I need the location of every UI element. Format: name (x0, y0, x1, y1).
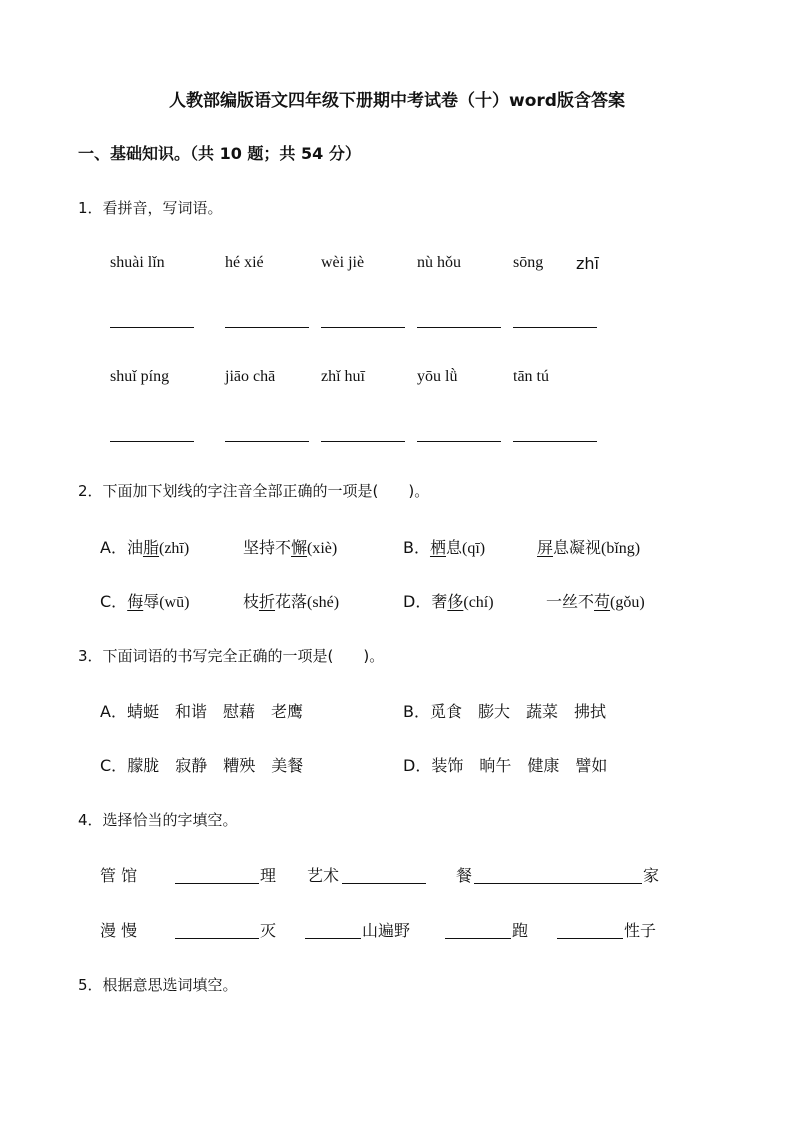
answer-line[interactable] (110, 441, 194, 442)
option-b[interactable] (403, 535, 485, 558)
fill-blank[interactable] (305, 937, 361, 939)
answer-line[interactable] (513, 441, 597, 442)
pinyin-item-extra: zhī (576, 254, 599, 273)
underlined-char: 侈 (447, 592, 464, 611)
pinyin-item: hé xié (225, 254, 264, 271)
answer-line[interactable] (513, 327, 597, 328)
fill-text: 餐 (456, 866, 473, 885)
option-letter: B． (403, 538, 430, 557)
option-c-second (243, 589, 339, 612)
option-letter: A． (100, 702, 127, 721)
pinyin-item: shuǐ píng (110, 368, 170, 385)
underlined-char: 侮 (127, 592, 144, 611)
answer-line[interactable] (417, 441, 501, 442)
answer-line[interactable] (225, 327, 309, 328)
pinyin-note: (zhī) (158, 540, 190, 557)
pinyin-item: sōng (513, 254, 544, 271)
pinyin-item: zhǐ huī (321, 368, 365, 385)
word-text: 奢 (431, 592, 448, 611)
fill-text: 艺术 (307, 866, 340, 885)
fill-blank[interactable] (557, 937, 623, 939)
option-words: 装饰 晌午 健康 譬如 (431, 756, 608, 775)
option-words: 蜻蜓 和谐 慰藉 老鹰 (126, 702, 303, 721)
fill-text: 家 (643, 866, 660, 885)
option-words: 朦胧 寂静 糟殃 美餐 (127, 756, 304, 775)
answer-line[interactable] (417, 327, 501, 328)
char-pair: 管 馆 (100, 866, 138, 885)
option-c[interactable] (100, 589, 189, 612)
pinyin-note: (gǒu) (610, 594, 645, 611)
option-a[interactable] (100, 535, 189, 558)
underlined-char: 懈 (291, 538, 308, 557)
section-heading: 一、基础知识。（共 10 题；共 54 分） (78, 144, 361, 163)
answer-line[interactable] (225, 441, 309, 442)
option-words: 觅食 膨大 蔬菜 拂拭 (429, 702, 606, 721)
fill-blank[interactable] (445, 937, 511, 939)
underlined-char: 脂 (142, 538, 159, 557)
pinyin-item: yōu lǜ (417, 368, 458, 385)
answer-line[interactable] (110, 327, 194, 328)
word-text: 油 (126, 538, 143, 557)
pinyin-item: wèi jiè (321, 254, 365, 271)
pinyin-item: nù hǒu (417, 254, 461, 271)
fill-text: 性子 (624, 921, 657, 940)
option-d[interactable] (403, 753, 607, 776)
option-b-second (537, 535, 640, 558)
pinyin-item: shuài lǐn (110, 254, 165, 271)
fill-text: 跑 (512, 921, 529, 940)
fill-text: 山遍野 (362, 921, 411, 940)
word-text: 一丝不 (546, 592, 595, 611)
fill-blank[interactable] (175, 882, 259, 884)
underlined-char: 折 (259, 592, 276, 611)
option-a[interactable] (100, 699, 303, 722)
pinyin-note: 息(qī) (446, 540, 486, 557)
answer-line[interactable] (321, 327, 405, 328)
page-title: 人教部编版语文四年级下册期中考试卷（十）word版含答案 (169, 91, 625, 111)
question-4-label: 4．选择恰当的字填空。 (78, 811, 238, 829)
option-letter: D． (403, 592, 432, 611)
option-b[interactable] (403, 699, 606, 722)
question-3-label: 3．下面词语的书写完全正确的一项是( )。 (78, 647, 385, 665)
pinyin-item: jiāo chā (225, 368, 276, 385)
option-letter: C． (100, 592, 128, 611)
option-letter: B． (403, 702, 430, 721)
option-letter: A． (100, 538, 127, 557)
question-2-label: 2．下面加下划线的字注音全部正确的一项是( )。 (78, 482, 430, 500)
fill-blank[interactable] (175, 937, 259, 939)
word-text: 枝 (243, 592, 260, 611)
question-5-label: 5．根据意思选词填空。 (78, 976, 238, 994)
fill-blank[interactable] (342, 882, 426, 884)
option-letter: D． (403, 756, 432, 775)
pinyin-note: 花落(shé) (275, 594, 340, 611)
option-c[interactable] (100, 753, 303, 776)
underlined-char: 屏 (537, 538, 554, 557)
option-letter: C． (100, 756, 128, 775)
question-1-label: 1．看拼音，写词语。 (78, 199, 223, 217)
pinyin-note: 息凝视(bǐng) (553, 540, 641, 557)
fill-blank[interactable] (474, 882, 642, 884)
underlined-char: 苟 (594, 592, 611, 611)
option-a-second (243, 535, 337, 558)
underlined-char: 栖 (429, 538, 446, 557)
word-text: 坚持不 (243, 538, 292, 557)
pinyin-note: 辱(wū) (143, 594, 190, 611)
fill-text: 理 (260, 866, 277, 885)
pinyin-note: (xiè) (307, 540, 338, 557)
option-d-second (546, 589, 645, 612)
char-pair: 漫 慢 (100, 921, 138, 940)
fill-text: 灭 (260, 921, 277, 940)
pinyin-note: (chí) (463, 594, 494, 611)
option-d[interactable] (403, 589, 494, 612)
answer-line[interactable] (321, 441, 405, 442)
pinyin-item: tān tú (513, 368, 549, 385)
